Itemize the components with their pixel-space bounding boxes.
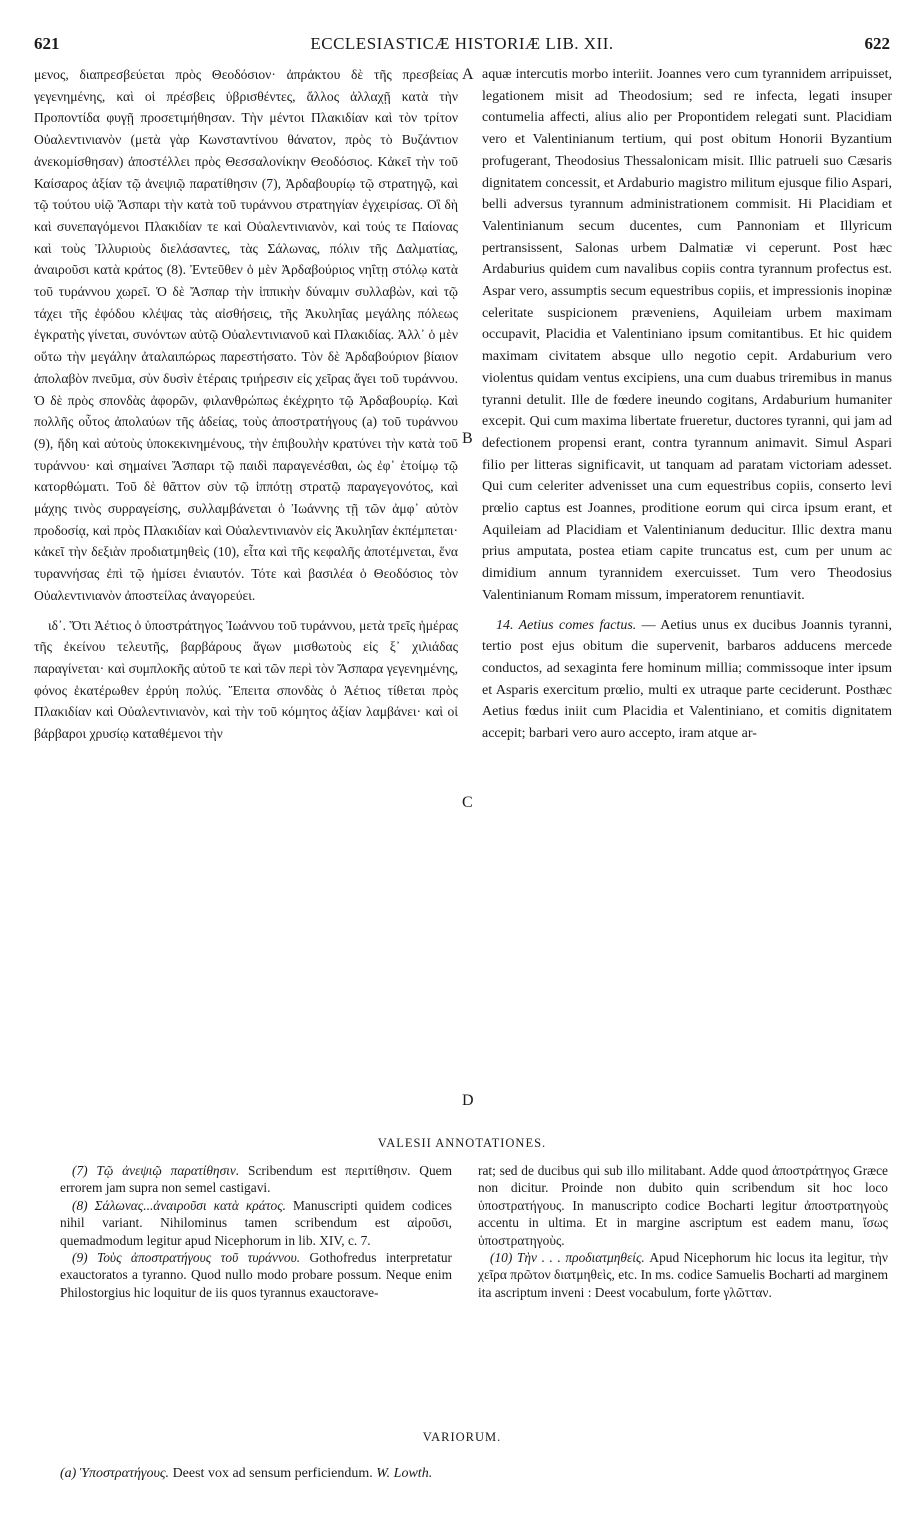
variorum-heading: VARIORUM. (422, 1430, 502, 1444)
annotation-8-lemma: (8) Σάλωνας...ἀναιροῦσι κατὰ κράτος. (72, 1197, 287, 1213)
annotation-9-lemma: (9) Τοὺς ἀποστρατήγους τοῦ τυράννου. (72, 1250, 301, 1266)
latin-section-13: aquæ intercutis morbo interiit. Joannes vero cum tyrannidem arripuisset, legationem misit ad Theodosium; sed re infecta, legati insuper contumelia affecti, alius alio per Propontidem relegati sunt. Placidiam vero et Valentinianum tertium, qui post obitum Honorii Byzantium profugerant, Theodosius Thessalonicam misit. Illic patrueli suo Cæsaris dignitatem concessit, et Ardaburio magistro militum ejusque filio Aspari, belli adversus tyrannum administrationem commisit. Hi Placidiam et Valentinianum secum ducentes, cum Pannoniam et Illyricum pertransissent, Salonas urbem Dalmatiæ vi ceperunt. Post hæc Ardaburius quidem cum navalibus copiis contra tyrannum profectus est. Aspar vero, assumptis secum equestribus copiis, et impressionis inopinæ celeritate suspicionem præveniens, Aquileiam urbem maximam occupavit, Placidia et Valentiniano ipsum comitantibus. Et hic quidem maximam civitatem absque ullo negotio cepit. Ardaburium vero violentus quidam ventus excipiens, una cum duabus triremibus in manus tyranni detulit. Ille de fœdere ineundo cogitans, Ardaburium humaniter excepit. Qui cum maxima libertate frueretur, ductores tyranni, qui jam ad defectionem propensi erant, contra tyrannum animavit. Simul Aspari filio per litteras significavit, ut tanquam ad paratam victoriam adesset. Qui cum celeriter advenisset una cum equestribus copiis, conserto levi prœlio captus est Joannes, proditione eorum qui circa ipsum erant, et Aquileiam ad Placidiam et Valentinianum deducitur. Illic dextra manu prius amputata, postea etiam capite truncatus est, cum per unum ac dimidium annum tyrannidem exercuisset. Tum vero Theodosius Valentinianum Romam missum, imperatorem renuntiavit. (482, 67, 892, 603)
latin-section-14 (482, 615, 892, 745)
greek-section-13: μενος, διαπρεσβεύεται πρὸς Θεοδόσιον· ἀπράκτου δὲ τῆς πρεσβείας γεγενημένης, καὶ οἱ πρέσβεις ὑβρισθέντες, ἄλλος ἀλλαχῇ κατὰ τὴν Προποντίδα φυγῇ προσετιμήθησαν. Τὴν μέντοι Πλακιδίαν καὶ τὸν τρίτον Οὐαλεντινιανὸν (μετὰ γὰρ Κωνσταντίνου θάνατον, πρὸς τὸ Βυζάντιον ἀνεκομίσθησαν) ἀποστέλλει πρὸς Θεσσαλονίκην Θεοδόσιος. Κἀκεῖ τὴν τοῦ Καίσαρος ἀξίαν τῷ ἀνεψιῷ παρατίθησιν (7), Ἀρδαβουρίῳ τῷ στρατηγῷ, καὶ τῷ τούτου υἱῷ Ἄσπαρι τὴν κατὰ τοῦ τυράννου στρατηγίαν ἐγχειρίσας. Οἳ δὴ καὶ συνεπαγόμενοι Πλακιδίαν τε καὶ Οὐαλεντινιανὸν, καὶ τούς τε Παίονας καὶ τοὺς Ἰλλυριοὺς διελάσαντες, τὰς Σάλωνας, πόλιν τῆς Δαλματίας, ἀναιροῦσι κατὰ κράτος (8). Ἐντεῦθεν ὁ μὲν Ἀρδαβούριος νηΐτῃ στόλῳ κατὰ τοῦ τυράννου χωρεῖ. Ὁ δὲ Ἄσπαρ τὴν ἱππικὴν δύναμιν συλλαβὼν, καὶ τῷ τάχει τῆς ἐφόδου κλέψας τὰς αἰσθήσεις, τῆς Ἀκυληΐας μεγάλης πόλεως ἐγκρατὴς γίνεται, συνόντων αὐτῷ Οὐαλεντινιανοῦ καὶ Πλακιδίας. Ἀλλ᾽ ὁ μὲν οὕτω τὴν μεγάλην ἀταλαιπώρως παρεστήσατο. Τὸν δὲ Ἀρδαβούριον βίαιον ἀπολαβὸν πνεῦμα, σὺν δυσὶν ἑτέραις τριήρεσιν εἰς χεῖρας ἄγει τοῦ τυράννου. Ὁ δὲ πρὸς σπονδὰς ἀφορῶν, φιλανθρώπως ἐκέχρητο τῷ Ἀρδαβουρίῳ. Καὶ πολλῆς οὗτος ἀπολαύων τῆς ἀδείας, τοὺς ἀποστρατήγους (a) τοῦ τυράννου (9), ἤδη καὶ αὐτοὺς ὑποκεκινημένους, τὴν ἐπιβουλὴν κρατύνει τὴν κατὰ τοῦ τυράννου· καὶ σημαίνει Ἄσπαρι τῷ παιδὶ παραγενέσθαι, ὡς ἐφ᾽ ἑτοίμῳ τῷ κατορθώματι. Τοῦ δὲ θᾶττον σὺν τῷ ἱππότῃ στρατῷ παραγεγονότος, καὶ μάχης τινὸς συρραγείσης, συλλαμβάνεται ὁ Ἰωάννης τῇ τῶν ἀμφ᾽ αὐτὸν προδοσίᾳ, καὶ πρὸς Πλακιδίαν καὶ Οὐαλεντινιανὸν εἰς Ἀκυληΐαν ἐκπέμπεται· κἀκεῖ τὴν δεξιὰν προδιατμηθεὶς (10), εἶτα καὶ τῆς κεφαλῆς ἀποτέμνεται, ἕνα τυραννήσας ἐπὶ τῷ ἡμίσει ἐνιαυτόν. Τότε καὶ βασιλέα ὁ Θεοδόσιος τὸν Οὐαλεντινιανὸν ἀποστείλας ἀναγορεύει. (34, 67, 458, 603)
margin-marker-a: A (462, 66, 474, 83)
variorum-lemma: (a) Ὑποστρατήγους. (60, 1466, 170, 1481)
annotation-10 (478, 1249, 888, 1301)
greek-column (34, 64, 458, 745)
annotation-10-text: Apud Nicephorum hic locus ita legitur, τὴν χεῖρα πρῶτον διατμηθεὶς, etc. In ms. codice Samuelis Bocharti ad marginem ita ascriptum inveni : Deest vocabulum, forte γλῶτταν. (478, 1250, 888, 1300)
latin-section-14-label: 14. Aetius comes factus. (496, 617, 637, 633)
annotation-9-continued: rat; sed de ducibus qui sub illo militabant. Adde quod ἀποστράτηγος Græce non dicitur. Proinde non dubito quin scribendum sit hoc loco ὑποστρατήγους. In manuscripto codice Bocharti legitur ἀποστρατηγοὺς accentu in ultima. Et in margine ascriptum est eadem manu, ἴσως ὑποστρατηγοὺς. (478, 1163, 888, 1248)
annotation-9 (60, 1249, 452, 1301)
margin-marker-c: C (462, 794, 473, 811)
annotations-heading: VALESII ANNOTATIONES. (377, 1136, 547, 1150)
annotation-8 (60, 1197, 452, 1249)
annotation-9-text: Gothofredus interpretatur exauctoratos a tyranno. Quod nullo modo probare possum. Neque enim Philostorgius hic loquitur de iis quos tyrannus exauctorave- (60, 1250, 453, 1300)
running-header (34, 34, 890, 58)
margin-marker-d: D (462, 1092, 474, 1109)
page-number-right: 622 (864, 34, 890, 53)
annotation-8-text: Manuscripti quidem codices nihil variant. Nihilominus tamen scribendum est αἱροῦσι, quemadmodum legitur apud Nicephorum in lib. XIV, c. 7. (60, 1197, 453, 1248)
annotations-right-column (478, 1162, 888, 1301)
margin-marker-b: B (462, 430, 473, 447)
annotation-7-text: Scribendum est περιτίθησιν. Quem errorem jam supra non semel castigavi. (60, 1163, 452, 1196)
variorum-author: W. Lowth. (376, 1466, 433, 1481)
latin-section-14-text: — Aetius unus ex ducibus Joannis tyranni, tertio post ejus obitum die supervenit, barbaros adducens mercede conductos, ad sexaginta fere hominum millia; commissoque inter ipsum et Asparis exercitum prœlio, multi ex utraque parte ceciderunt. Posthæc Aetius fœdus iniit cum Placidia et Valentiniano, et comitis dignitatem accepit; barbari vero auro accepto, iram atque ar- (482, 617, 892, 742)
annotation-7 (60, 1162, 452, 1197)
annotation-7-lemma: (7) Τῷ ἀνεψιῷ παρατίθησιν. (72, 1163, 240, 1178)
running-title: ECCLESIASTICÆ HISTORIÆ LIB. XII. (310, 34, 614, 53)
variorum-note (60, 1466, 890, 1482)
page-number-left: 621 (34, 34, 60, 53)
annotation-10-lemma: (10) Τὴν . . . προδιατμηθείς. (490, 1250, 645, 1266)
annotations-left-column (60, 1162, 452, 1301)
greek-section-14: ιδ᾽. Ὅτι Ἀέτιος ὁ ὑποστράτηγος Ἰωάννου τοῦ τυράννου, μετὰ τρεῖς ἡμέρας τῆς ἐκείνου τελευτῆς, βαρβάρους ἄγων μισθωτοὺς εἰς ξ᾽ χιλιάδας παραγίνεται· καὶ συμπλοκῆς αὐτοῦ τε καὶ τῶν περὶ τὸν Ἄσπαρα γεγενημένης, φόνος ἑκατέρωθεν ἐρρύη πολύς. Ἔπειτα σπονδὰς ὁ Ἀέτιος τίθεται πρὸς Πλακιδίαν καὶ Οὐαλεντινιανὸν, καὶ τὴν τοῦ κόμητος ἀξίαν λαμβάνει· καὶ οἱ βάρβαροι χρυσίῳ καταθέμενοι τὴν (34, 617, 458, 742)
latin-column (482, 64, 892, 745)
variorum-text: Deest vox ad sensum perficiendum. (169, 1466, 377, 1481)
